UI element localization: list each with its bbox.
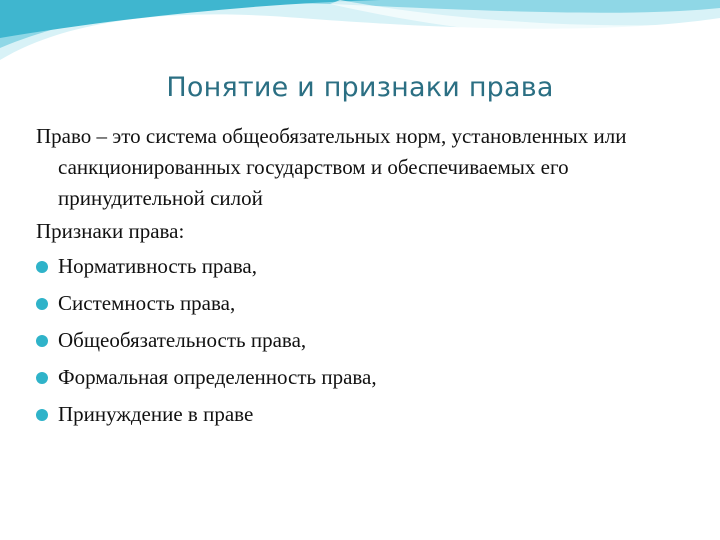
bullet-icon	[36, 298, 48, 310]
feature-text: Принуждение в праве	[58, 402, 254, 426]
feature-text: Нормативность права,	[58, 254, 257, 278]
features-heading: Признаки права:	[36, 219, 185, 243]
features-list	[36, 251, 702, 430]
list-item	[36, 362, 702, 393]
slide-title: Понятие и признаки права	[166, 72, 554, 103]
bullet-icon	[36, 409, 48, 421]
bullet-icon	[36, 335, 48, 347]
bullet-icon	[36, 372, 48, 384]
list-item	[36, 325, 702, 356]
list-item	[36, 251, 702, 282]
feature-text: Системность права,	[58, 291, 236, 315]
feature-text: Формальная определенность права,	[58, 365, 377, 389]
list-item	[36, 288, 702, 319]
slide-body	[36, 121, 702, 436]
list-item	[36, 399, 702, 430]
bullet-icon	[36, 261, 48, 273]
definition-text: Право – это система общеобязательных норм, установленных или санкционированных государством и обеспечиваемых его принудительной силой	[36, 124, 627, 210]
feature-text: Общеобязательность права,	[58, 328, 307, 352]
